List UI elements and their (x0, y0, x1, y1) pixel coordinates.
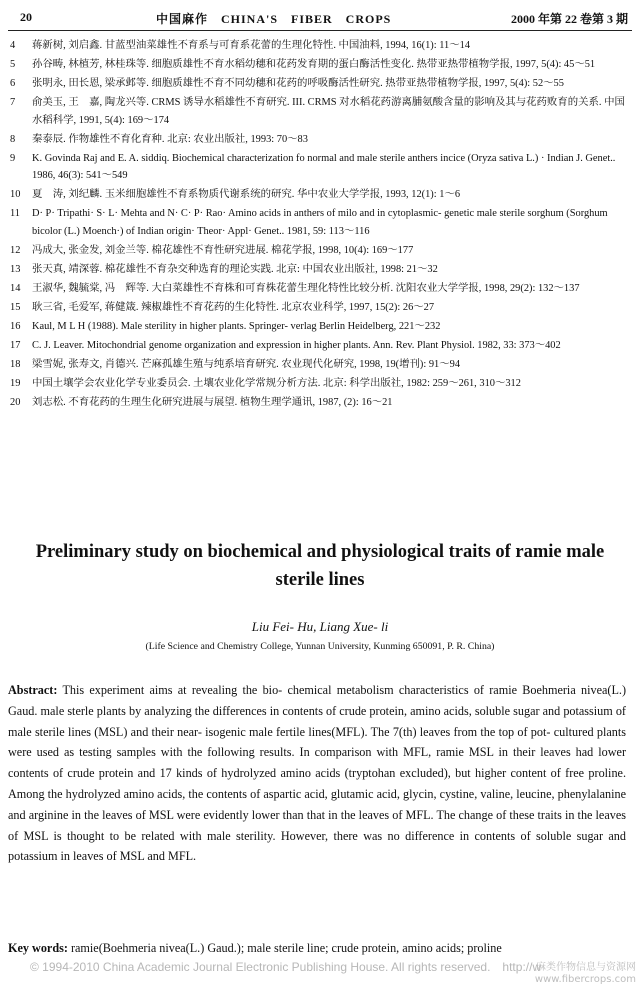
reference-text: 刘志松. 不育花药的生理生化研究进展与展望. 植物生理学通讯, 1987, (2): 16～21 (32, 396, 393, 408)
reference-item (8, 150, 626, 185)
reference-number: 15 (10, 301, 21, 313)
reference-text: 蒋新树, 刘启鑫. 甘蓝型油菜雄性不育系与可育系花蕾的生理化特性. 中国油料, 1994, 16(1): 11～14 (32, 40, 471, 51)
reference-number: 5 (10, 58, 16, 70)
reference-item (8, 280, 626, 298)
author-affiliation: (Life Science and Chemistry College, Yunnan University, Kunming 650091, P. R. China) (145, 641, 495, 652)
reference-item (8, 261, 626, 279)
header-rule (8, 30, 632, 31)
article-title: Preliminary study on biochemical and physiological traits of ramie male sterile lines (35, 542, 605, 590)
reference-item (8, 299, 626, 317)
reference-number: 12 (10, 244, 21, 256)
reference-number: 16 (10, 320, 21, 332)
watermark-url: www.fibercrops.com (534, 974, 636, 985)
reference-number: 18 (10, 358, 21, 370)
reference-item (8, 242, 626, 260)
abstract-label: Abstract: (8, 683, 58, 697)
reference-item (8, 337, 626, 355)
journal-name: 中国麻作 CHINA'S FIBER CROPS (156, 12, 392, 26)
reference-number: 13 (10, 263, 21, 275)
reference-number: 9 (10, 152, 16, 164)
volume-issue: 2000 年第 22 卷第 3 期 (510, 12, 628, 26)
reference-item (8, 56, 626, 74)
reference-number: 11 (10, 208, 21, 220)
reference-text: 孙谷畴, 林植芳, 林桂珠等. 细胞质雄性不育水稻幼穗和花药发育期的蛋白酶活性变化. 热带亚热带植物学报, 1997, 5(4): 45～51 (32, 58, 596, 70)
reference-text: D· P· Tripathi· S· L· Mehta and N· C· P· Rao· Amino acids in anthers of milo and in cytoplasmic- genetic male sterile sorghum (Sorghum bicolor (L.) Moench·) of Indian origin· Theor· Appl· Genet.. 1981, 59: 113～116 (32, 208, 608, 237)
reference-list (8, 37, 626, 413)
reference-text: 俞美玉, 王 嘉, 陶龙兴等. CRMS 诱导水稻雄性不育研究. III. CRMS 对水稻花药游离脯氨酸含量的影响及其与花药败育的关系. 中国水稻科学, 1991, 5(4): 169～174 (32, 96, 625, 126)
copyright-notice: © 1994-2010 China Academic Journal Electronic Publishing House. All rights reserved. http://w (30, 960, 542, 974)
running-header (6, 8, 630, 30)
reference-number: 19 (10, 377, 21, 389)
reference-item (8, 356, 626, 374)
reference-text: 中国土壤学会农业化学专业委员会. 土壤农业化学常规分析方法. 北京: 科学出版社, 1982: 259～261, 310～312 (32, 377, 521, 389)
reference-text: 梁雪妮, 张寿文, 肖德兴. 芒麻孤雄生殖与纯系培育研究. 农业现代化研究, 1998, 19(增刊): 91～94 (32, 358, 461, 370)
reference-item (8, 205, 626, 240)
reference-text: 夏 涛, 刘纪麟. 玉米细胞雄性不育系物质代谢系统的研究. 华中农业大学学报, 1993, 12(1): 1～6 (32, 189, 461, 201)
keywords (8, 938, 626, 958)
reference-item (8, 75, 626, 93)
reference-number: 7 (10, 96, 16, 108)
keywords-text: ramie(Boehmeria nivea(L.) Gaud.); male sterile line; crude protein, amino acids; proline (70, 941, 502, 955)
reference-text: 张天真, 靖深蓉. 棉花雄性不育杂交种选育的理论实践. 北京: 中国农业出版社, 1998: 21～32 (32, 263, 438, 275)
reference-item (8, 186, 626, 204)
reference-number: 8 (10, 133, 16, 145)
reference-item (8, 94, 626, 129)
reference-number: 14 (10, 282, 21, 294)
keywords-label: Key words: (8, 941, 68, 955)
reference-number: 10 (10, 189, 21, 201)
reference-text: K. Govinda Raj and E. A. siddiq. Biochemical characterization fo normal and male sterile anthers incice (Oryza sativa L.) · Indian J. Genet.. 1986, 46(3): 541～549 (32, 152, 616, 182)
reference-number: 6 (10, 77, 16, 89)
reference-text: 秦泰辰. 作物雄性不育化育种. 北京: 农业出版社, 1993: 70～83 (32, 133, 308, 145)
reference-text: 耿三省, 毛爱军, 蒋健箴. 辣椒雄性不育花药的生化特性. 北京农业科学, 1997, 15(2): 26～27 (32, 301, 435, 313)
reference-item (8, 375, 626, 393)
reference-text: C. J. Leaver. Mitochondrial genome organization and expression in higher plants. Ann. Rev. Plant Physiol. 1982, 33: 373～402 (32, 339, 561, 351)
reference-item (8, 131, 626, 149)
reference-number: 4 (10, 40, 16, 51)
reference-number: 20 (10, 396, 21, 408)
reference-text: 王淑华, 魏毓棠, 冯 辉等. 大白菜雄性不育株和可育株花蕾生理化特性比较分析. 沈阳农业大学学报, 1998, 29(2): 132～137 (32, 282, 580, 294)
site-watermark (535, 962, 636, 986)
reference-text: 张明永, 田长恩, 梁承邺等. 细胞质雄性不育不同幼穗和花药的呼吸酶活性研究. 热带亚热带植物学报, 1997, 5(4): 52～55 (32, 77, 564, 89)
reference-item (8, 318, 626, 336)
page-number: 20 (20, 10, 32, 24)
abstract-text: This experiment aims at revealing the bio- chemical metabolism characteristics of ramie Boehmeria nivea(L.) Gaud. male sterle plants by analyzing the differences in contents of crude protein, amino acids, soluble sugar and potassium of male sterile lines (MSL) and their near- isogenic male fertile lines(MFL). The 7(th) leaves from the top of pot- cultured plants were used as testing samples with the following results. In comparison with MFL, ramie MSL in their leaves had lower contents of crude protein and 17 kinds of hydrolyzed amino acids (tryptohan excluded), but higher content of free proline. Among the hydrolyzed amino acids, the contents of aspartic acid, glutamic acid, glycin, cystine, valine, leucine, phenylalanine and arginine in the leaves of MSL were evidently lower than that in the leaves of MFL. The change of these traits in the leaves of MSL is thought to be related with male sterility. However, there was no difference in contents of soluble sugar and potassium in leaves of MSL and MFL. (8, 683, 626, 864)
reference-item (8, 394, 626, 412)
abstract (8, 680, 626, 867)
reference-text: Kaul, M L H (1988). Male sterility in higher plants. Springer- verlag Berlin Heidelberg, 221～232 (32, 320, 441, 332)
watermark-cn: 麻类作物信息与资源网 (536, 962, 636, 973)
reference-item (8, 37, 626, 55)
article-authors: Liu Fei- Hu, Liang Xue- li (251, 619, 389, 634)
reference-number: 17 (10, 339, 21, 351)
reference-text: 冯成大, 张金发, 刘金兰等. 棉花雄性不育性研究进展. 棉花学报, 1998, 10(4): 169～177 (32, 244, 414, 256)
